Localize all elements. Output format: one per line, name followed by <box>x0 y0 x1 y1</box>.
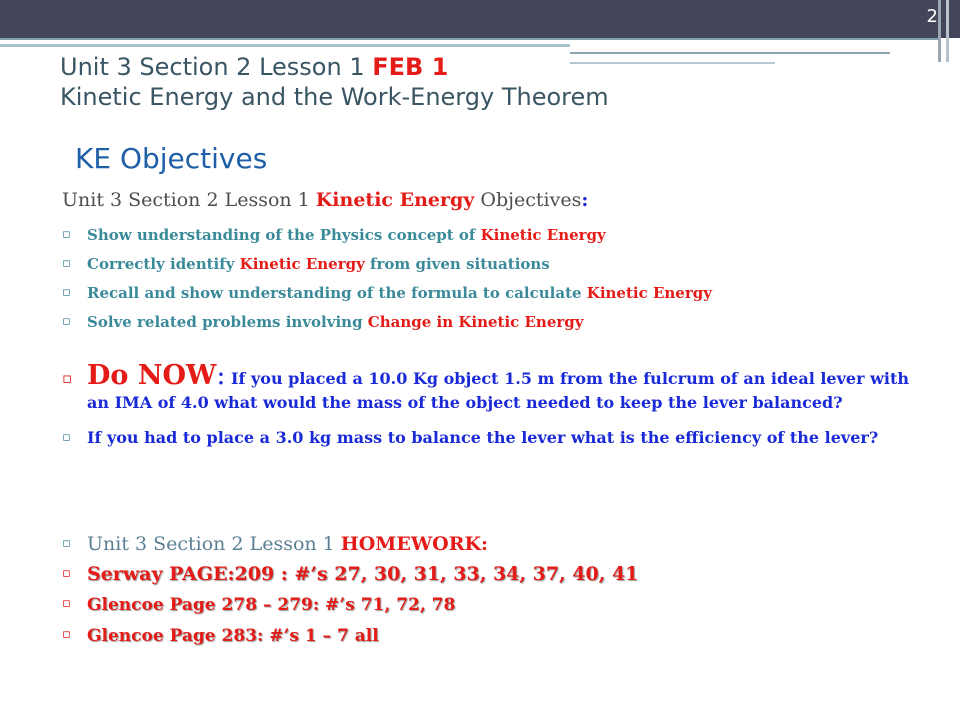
objectives-heading-red: Kinetic Energy <box>315 189 475 211</box>
objective-keyword: Kinetic Energy <box>239 255 365 273</box>
header-stripe <box>0 44 570 47</box>
bullet-icon: ▫ <box>62 627 71 642</box>
bullet-icon: ▫ <box>62 285 71 300</box>
homework-item <box>62 622 932 649</box>
do-now-question: If you had to place a 3.0 kg mass to balance the lever what is the efficiency of the lever? <box>87 428 879 447</box>
bullet-icon: ▫ <box>62 536 71 551</box>
objectives-heading-post: Objectives <box>474 189 582 211</box>
do-now-label: Do NOW <box>87 360 217 391</box>
objectives-heading-pre: Unit 3 Section 2 Lesson 1 <box>62 189 316 211</box>
bullet-icon: ▫ <box>62 256 71 271</box>
list-item <box>62 313 942 342</box>
header-stripe <box>0 38 940 40</box>
header-stripe <box>570 52 890 54</box>
title-line1: Unit 3 Section 2 Lesson 1 <box>60 53 373 81</box>
objective-keyword: Kinetic Energy <box>586 284 712 302</box>
bullet-icon: ▫ <box>62 566 71 581</box>
bullet-icon: ▫ <box>62 596 71 611</box>
homework-item <box>62 591 932 618</box>
bullet-icon: ▫ <box>62 369 73 387</box>
objective-keyword: Kinetic Energy <box>480 226 606 244</box>
objective-text: from given situations <box>364 255 550 273</box>
objective-text: Solve related problems involving <box>87 313 368 331</box>
do-now-item <box>62 426 932 450</box>
objective-text: Correctly identify <box>87 255 240 273</box>
homework-label: Unit 3 Section 2 Lesson 1 <box>87 533 341 555</box>
header-divider <box>938 0 941 62</box>
page-number: 2 <box>926 6 938 27</box>
list-item <box>62 284 942 313</box>
homework-text: Glencoe Page 283: #’s 1 – 7 all <box>87 626 379 646</box>
homework-text: Glencoe Page 278 – 279: #’s 71, 72, 78 <box>87 595 456 615</box>
homework-item <box>62 561 932 587</box>
objective-text: Recall and show understanding of the formula to calculate <box>87 284 587 302</box>
title-line2: Kinetic Energy and the Work-Energy Theorem <box>60 83 609 111</box>
slide-subtitle: KE Objectives <box>75 142 268 175</box>
list-item <box>62 255 942 284</box>
slide-title <box>60 52 609 112</box>
bullet-icon: ▫ <box>62 227 71 242</box>
do-now-colon: : <box>216 360 226 391</box>
objective-text: Show understanding of the Physics concept of <box>87 226 481 244</box>
objective-keyword: Change in Kinetic Energy <box>367 313 584 331</box>
objectives-heading <box>62 189 588 211</box>
header-divider <box>946 0 949 62</box>
objectives-list <box>62 226 942 342</box>
homework-label-red: HOMEWORK: <box>340 533 489 555</box>
list-item <box>62 226 942 255</box>
do-now-list <box>62 360 932 461</box>
homework-header <box>62 531 932 557</box>
homework-list <box>62 531 932 649</box>
objectives-heading-colon: : <box>581 189 589 211</box>
homework-text: Serway PAGE:209 : #’s 27, 30, 31, 33, 34, 37, 40, 41 <box>87 563 639 585</box>
do-now-item <box>62 360 932 415</box>
slide-top-bar <box>0 0 960 38</box>
bullet-icon: ▫ <box>62 314 71 329</box>
do-now-question: If you placed a 10.0 Kg object 1.5 m from the fulcrum of an ideal lever with an IMA of 4.0 what would the mass of the object needed to keep the lever balanced? <box>87 369 909 412</box>
title-date: FEB 1 <box>372 53 449 81</box>
bullet-icon: ▫ <box>62 430 71 445</box>
